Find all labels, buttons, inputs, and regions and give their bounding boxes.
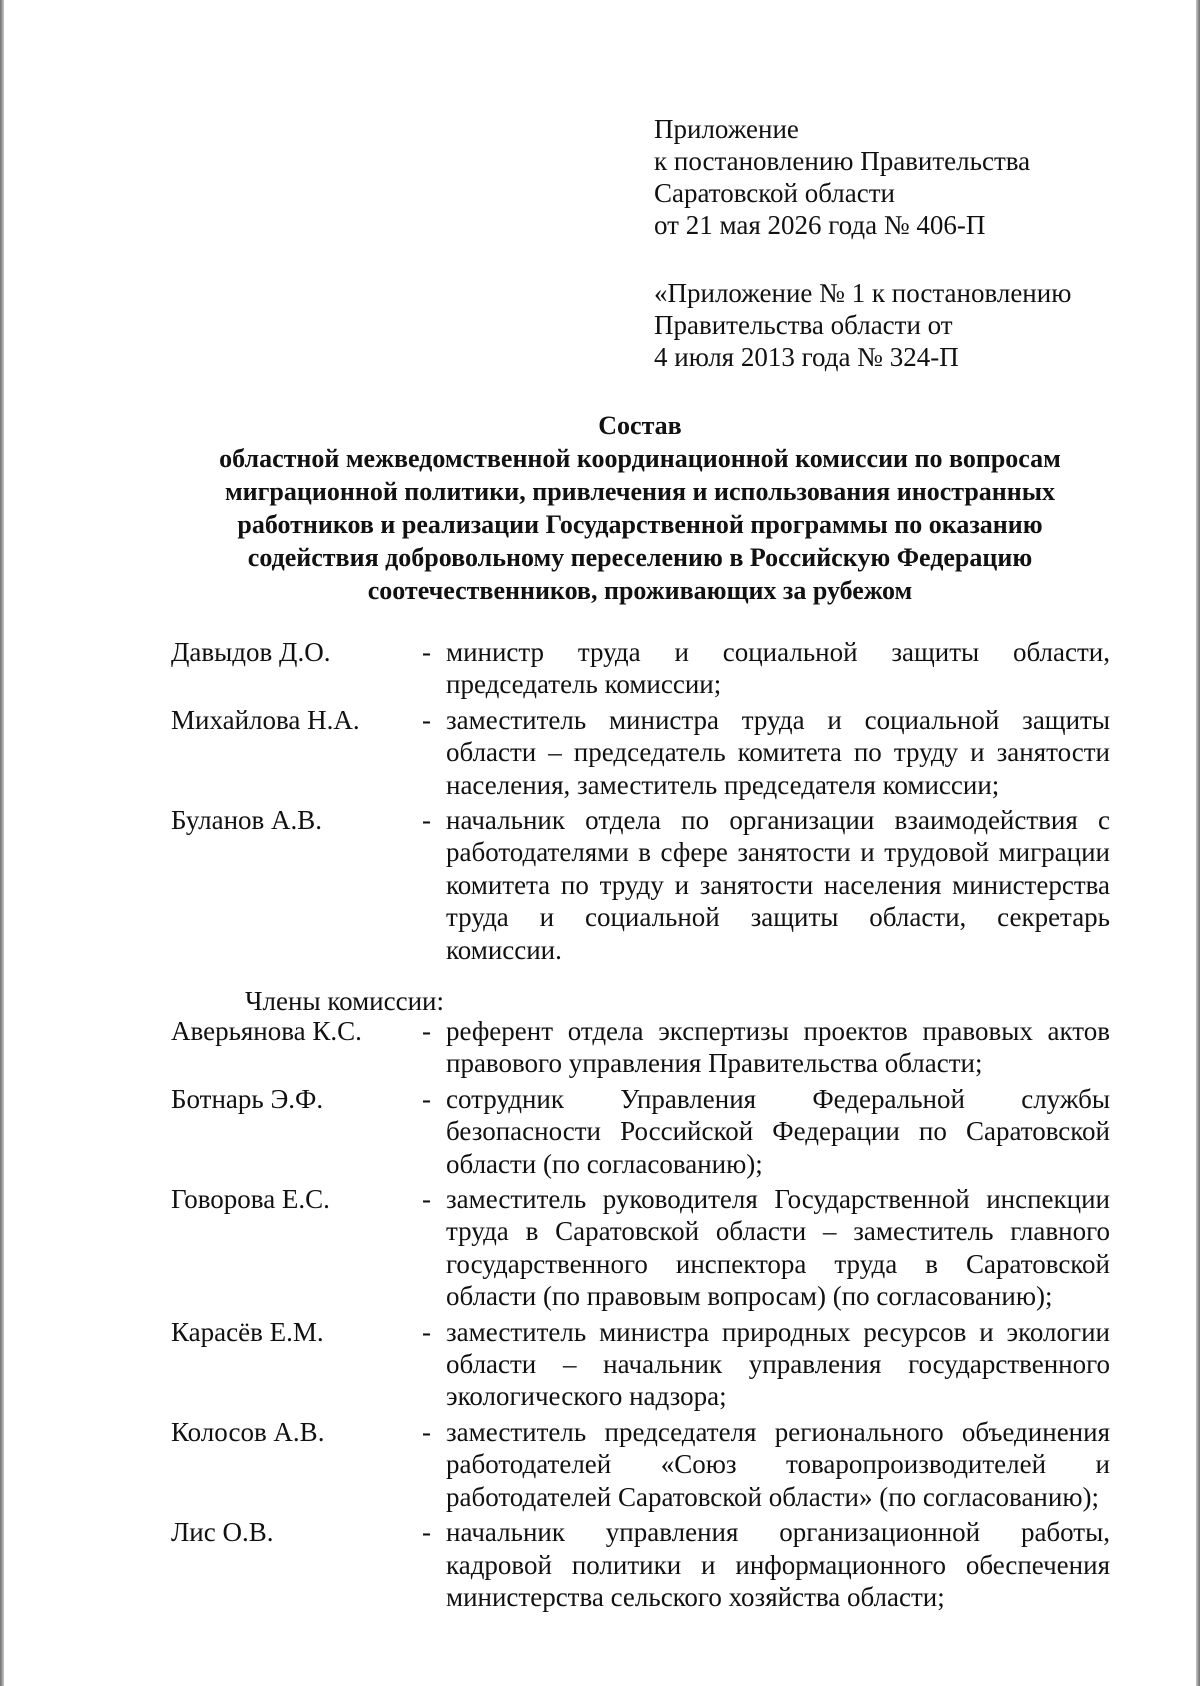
title-line: работников и реализации Государственной программы по оказанию [237, 510, 1043, 539]
member-name: Лис О.В. [171, 1517, 274, 1548]
member-name: Ботнарь Э.Ф. [171, 1083, 324, 1114]
entry-dash: - [422, 1416, 431, 1447]
title-line: содействия добровольному переселению в Российскую Федерацию [247, 543, 1033, 572]
entry-dash: - [422, 1517, 431, 1548]
roster-row [171, 1416, 1111, 1513]
roster-row [171, 1516, 1111, 1613]
annex-quote-line: 4 июля 2013 года № 324-П [654, 342, 959, 372]
entry-dash: - [422, 704, 431, 735]
member-name: Карасёв Е.М. [171, 1316, 324, 1347]
entry-dash: - [422, 1016, 431, 1046]
annex-quote-line: «Приложение № 1 к постановлению [654, 278, 1072, 308]
roster-row [171, 804, 1111, 966]
title-line: областной межведомственной координационной комиссии по вопросам [219, 444, 1061, 473]
member-position: заместитель министра труда и социальной защиты области – председатель комитета по труду и занятости населения, заместитель председателя комиссии; [446, 704, 1110, 800]
title-heading: Состав [598, 411, 682, 440]
roster-row [171, 1015, 1111, 1080]
annex-header-line: Саратовской области [654, 178, 895, 208]
roster-row [171, 704, 1111, 801]
entry-dash: - [422, 637, 431, 667]
document-title [120, 409, 1160, 607]
member-name: Буланов А.В. [171, 805, 323, 836]
member-name: Михайлова Н.А. [171, 704, 360, 735]
scan-edge-left [0, 0, 4, 1686]
entry-dash: - [422, 1316, 431, 1347]
title-line: миграционной политики, привлечения и использования иностранных [224, 477, 1056, 506]
annex-header-line: от 21 мая 2026 года № 406-П [654, 210, 986, 240]
roster-row [171, 1183, 1111, 1313]
member-name: Говорова Е.С. [171, 1184, 330, 1215]
member-position: заместитель председателя регионального объединения работодателей «Союз товаропроизводителей и работодателей Саратовской области» (по согласованию); [446, 1416, 1110, 1512]
title-line: соотечественников, проживающих за рубежом [367, 576, 913, 605]
roster-row [171, 1316, 1111, 1413]
scan-edge-right [1196, 0, 1200, 1686]
roster-row [171, 636, 1111, 701]
member-position: начальник управления организационной работы, кадровой политики и информационного обеспечения министерства сельского хозяйства области; [446, 1517, 1110, 1612]
entry-dash: - [422, 805, 431, 836]
entry-dash: - [422, 1083, 431, 1114]
leaders-list [171, 636, 1111, 969]
member-position: заместитель руководителя Государственной инспекции труда в Саратовской области – заместитель главного государственного инспектора труда в Саратовской области (по правовым вопросам) (по согласованию); [446, 1184, 1110, 1312]
member-name: Колосов А.В. [171, 1416, 325, 1447]
member-position: сотрудник Управления Федеральной службы безопасности Российской Федерации по Саратовской области (по согласованию); [446, 1083, 1110, 1179]
annex-header [654, 113, 1030, 241]
roster-row [171, 1083, 1111, 1180]
annex-quote [654, 277, 1071, 373]
annex-quote-line: Правительства области от [654, 310, 953, 340]
members-heading: Члены комиссии: [245, 986, 444, 1016]
member-position: референт отдела экспертизы проектов правовых актов правового управления Правительства области; [446, 1016, 1110, 1079]
member-position: заместитель министра природных ресурсов и экологии области – начальник управления государственного экологического надзора; [446, 1316, 1110, 1412]
annex-header-line: Приложение [654, 114, 799, 144]
members-list [171, 1015, 1111, 1616]
entry-dash: - [422, 1184, 431, 1215]
member-name: Аверьянова К.С. [171, 1016, 362, 1046]
member-position: министр труда и социальной защиты области, председатель комиссии; [446, 637, 1110, 700]
member-name: Давыдов Д.О. [171, 637, 331, 667]
member-position: начальник отдела по организации взаимодействия с работодателями в сфере занятости и трудовой миграции комитета по труду и занятости населения министерства труда и социальной защиты области, секретарь комиссии. [446, 805, 1110, 965]
annex-header-line: к постановлению Правительства [654, 146, 1031, 176]
